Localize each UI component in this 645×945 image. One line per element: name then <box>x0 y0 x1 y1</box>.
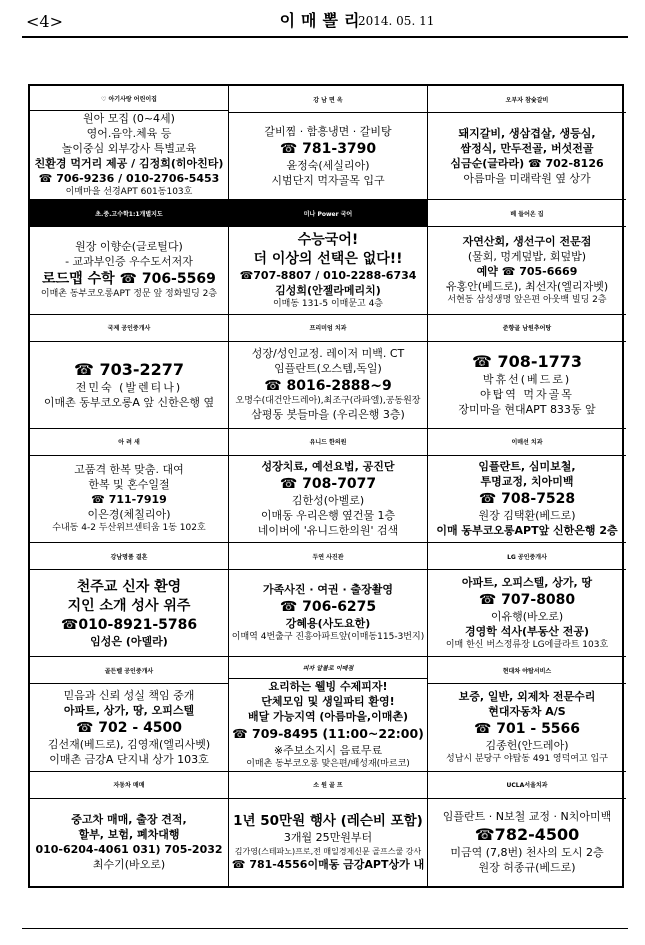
ad-line: 이매마을 선경APT 601동103호 <box>65 187 193 198</box>
ad-line: ☎ 703-2277 <box>73 359 185 379</box>
ad-body <box>229 570 427 656</box>
ad-box-ad10 <box>30 429 229 543</box>
ad-line: 한복 및 혼수일절 <box>88 478 170 492</box>
ad-body <box>30 456 228 542</box>
ad-line: 서현동 삼성생명 앞은편 아웃백 빌딩 2층 <box>447 294 607 305</box>
ad-line: 이유행(바오로) <box>490 609 564 623</box>
ad-box-ad2 <box>229 86 428 200</box>
ad-line: 임플란트(오스템,독일) <box>274 362 382 376</box>
ad-body <box>30 570 228 656</box>
ad-box-ad16 <box>30 657 229 771</box>
ad-title: 준향골 남원추어탕 <box>428 315 626 342</box>
ad-line: ☎ 702 - 4500 <box>75 719 183 736</box>
ad-line: 자연산회, 생선구이 전문점 <box>462 234 592 248</box>
ad-box-ad8 <box>229 315 428 429</box>
ad-box-ad20 <box>229 772 428 886</box>
ad-title: 아 려 새 <box>30 429 228 456</box>
ad-title: 자동차 매매 <box>30 772 228 799</box>
ad-box-ad5 <box>229 200 428 314</box>
ad-body <box>428 456 626 542</box>
ad-title: 강 남 면 옥 <box>229 86 427 113</box>
ad-line: 전민숙 (발렌티나) <box>75 380 183 394</box>
ad-body <box>30 684 228 770</box>
ad-line: 원장 김택환(베드로) <box>478 508 576 522</box>
ad-line: ※주보소지시 음료무료 <box>273 743 383 757</box>
ad-line: (물회, 멍게덮밥, 회덮밥) <box>467 249 587 263</box>
ad-line: 윤정숙(세실리아) <box>286 158 370 172</box>
footer-rule <box>22 928 628 929</box>
ad-body <box>229 227 427 313</box>
ad-box-ad12 <box>428 429 626 543</box>
ad-box-ad11 <box>229 429 428 543</box>
ad-line: 심금순(글라라) ☎ 702-8126 <box>450 156 604 170</box>
ad-box-ad4 <box>30 200 229 314</box>
ad-body <box>229 679 427 771</box>
ad-line: ☎ 709-8495 (11:00~22:00) <box>232 725 424 741</box>
ad-line: 돼지갈비, 생삼겹살, 생등심, <box>458 126 596 140</box>
ad-box-ad7 <box>30 315 229 429</box>
ad-body <box>428 113 626 199</box>
ad-line: - 교과부인증 우수도서저자 <box>65 255 193 269</box>
ad-line: 영어.음악.체육 등 <box>86 127 172 141</box>
ad-line: 이매동 우리은행 옆건물 1층 <box>260 508 396 522</box>
ad-line: 원아 모집 (0~4세) <box>83 112 175 126</box>
ad-line: 배달 가능지역 (아름마을,이매촌) <box>247 709 409 723</box>
ad-line: 놀이중심 외부강사 특별교육 <box>61 142 197 156</box>
ad-box-ad13 <box>30 543 229 657</box>
ad-line: 아름마을 미래락원 옆 상가 <box>463 171 591 185</box>
ad-line: 미금역 (7,8번) 천사의 도시 2층 <box>450 845 604 859</box>
ad-line: 임플란트 · N보철 교정 · N치아미백 <box>442 809 612 823</box>
ad-line: 고품격 한복 맞춤. 대여 <box>74 463 184 477</box>
ad-line: 지인 소개 성사 위주 <box>67 597 191 614</box>
ad-line: 오명수(대건안드레아),최조구(라파엘),공동원장 <box>235 396 421 407</box>
ad-body <box>229 342 427 428</box>
ad-line: 김종헌(안드레아) <box>485 739 569 753</box>
ad-line: 쌈정식, 만두전골, 버섯전골 <box>460 141 594 155</box>
ad-line: 로드맵 수학 ☎ 706-5569 <box>42 271 216 288</box>
ad-body <box>229 113 427 199</box>
ad-title: 미나 Power 국어 <box>229 200 427 227</box>
ad-title: 이매선 치과 <box>428 429 626 456</box>
ad-title: UCLA서울치과 <box>428 772 626 799</box>
ad-title: 베 들어온 집 <box>428 200 626 227</box>
newsletter-title: 이매뽈리 <box>279 11 366 30</box>
ad-title: 소 원 골 프 <box>229 772 427 799</box>
ad-line: 현대자동차 A/S <box>488 705 566 719</box>
ad-title: 골든벨 공인중개사 <box>30 657 228 684</box>
ad-box-ad14 <box>229 543 428 657</box>
ad-line: 010-6204-4061 031) 705-2032 <box>35 842 223 856</box>
ad-line: 임성은 (아델라) <box>90 634 168 648</box>
ad-line: 이매촌 동부코오롱A 앞 신한은행 옆 <box>43 395 215 409</box>
ad-box-ad18 <box>428 657 626 771</box>
ad-body <box>229 799 427 886</box>
ad-line: ☎ 706-9236 / 010-2706-5453 <box>38 172 220 186</box>
ad-line: ☎ 8016-2888~9 <box>264 378 392 395</box>
ad-box-ad19 <box>30 772 229 886</box>
ad-line: ☎ 781-4556이매동 금강APT상가 내 <box>231 858 425 872</box>
ad-line: 이매역 4번출구 진흥아파트앞(이매동115-3번지) <box>231 632 425 643</box>
ad-title: LG 공인중개사 <box>428 543 626 570</box>
ad-line: 최수기(바오로) <box>92 857 166 871</box>
ad-line: 원장 이향순(글로틸다) <box>75 240 183 254</box>
ad-title: 국제 공인중개사 <box>30 315 228 342</box>
ad-line: ☎ 707-8080 <box>478 591 576 608</box>
ad-line: 가족사진 · 여권 · 출장촬영 <box>263 583 393 597</box>
ad-line: 갈비찜 · 함흥냉면 · 갈비탕 <box>264 124 392 138</box>
ad-line: 김선재(베드로), 김영재(엘리사벳) <box>47 737 211 751</box>
ad-line: 1년 50만원 행사 (레슨비 포함) <box>233 813 423 830</box>
ad-line: 수내동 4-2 두산위브센티움 1동 102호 <box>52 523 206 534</box>
ad-body <box>30 342 228 428</box>
ad-body <box>30 799 228 886</box>
ad-line: 김한성(아벨로) <box>291 493 365 507</box>
ad-line: 친환경 먹거리 제공 / 김정희(히아친타) <box>34 157 224 171</box>
ad-line: 수능국어! <box>297 231 359 248</box>
ad-box-ad3 <box>428 86 626 200</box>
ad-line: 박휴선(베드로) <box>482 373 572 387</box>
ad-title: 초.중.고수학1:1개별지도 <box>30 200 228 227</box>
ad-line: 임플란트, 심미보철, <box>478 459 576 473</box>
ad-line: 아파트, 상가, 땅, 오피스텔 <box>63 703 195 717</box>
ad-line: 천주교 신자 환영 <box>76 578 182 595</box>
ad-box-ad9 <box>428 315 626 429</box>
page-number: <4> <box>26 12 63 31</box>
ad-box-ad6 <box>428 200 626 314</box>
ad-line: 투명교정, 치아미백 <box>480 474 574 488</box>
ad-line: 보증, 일반, 외제차 전문수리 <box>458 690 596 704</box>
ad-line: 이은경(체칠리아) <box>87 508 171 522</box>
ad-body <box>428 684 626 770</box>
ad-line: 경영학 석사(부동산 전공) <box>465 624 589 638</box>
ad-line: 이매 동부코오롱APT앞 신한은행 2층 <box>436 523 618 537</box>
ad-title: ♡ 아기사랑 어린이집 <box>30 86 228 111</box>
ad-title: 두연 사진관 <box>229 543 427 570</box>
ad-line: 장미마을 현대APT 833동 앞 <box>458 403 596 417</box>
ad-line: 아파트, 오피스텔, 상가, 땅 <box>461 575 593 589</box>
ad-title: 피자 알볼로 이매점 <box>229 657 427 678</box>
ad-body <box>428 227 626 313</box>
ad-line: ☎010-8921-5786 <box>60 616 198 633</box>
ad-line: ☎ 708-1773 <box>471 352 583 372</box>
ad-line: 성장/성인교정. 레이저 미백. CT <box>251 347 405 361</box>
ad-line: ☎782-4500 <box>474 824 580 844</box>
ad-line: ☎ 781-3790 <box>279 140 377 157</box>
ad-line: 이매동 131-5 이매문고 4층 <box>272 298 383 309</box>
ad-title: 현대차 야탑서비스 <box>428 657 626 684</box>
ad-line: 김성희(안젤라메리치) <box>275 283 381 297</box>
ad-box-ad17 <box>229 657 428 771</box>
ad-line: 중고차 매매, 출장 견적, <box>71 812 187 826</box>
ad-line: ☎ 706-6275 <box>279 599 377 616</box>
ad-body <box>30 227 228 313</box>
issue-date: 2014. 05. 11 <box>358 14 435 28</box>
ad-line: 단체모임 및 생일파티 환영! <box>261 694 395 708</box>
ad-title: 프리미엄 치과 <box>229 315 427 342</box>
ad-line: 성장치료, 예선요법, 공진단 <box>261 459 395 473</box>
ad-box-ad1 <box>30 86 229 200</box>
ad-line: 이매촌 동부코오롱 맞은편/배성재(마르코) <box>246 758 410 769</box>
ad-body <box>428 342 626 428</box>
ad-line: 이매 한신 버스정류장 LG에클라트 103호 <box>445 639 609 650</box>
ad-line: ☎ 701 - 5566 <box>473 721 581 738</box>
ad-line: 시범단지 먹자골목 입구 <box>271 173 385 187</box>
ad-grid <box>28 84 624 888</box>
ad-line: 이매촌 동부코오롱APT 정문 앞 정화빌딩 2층 <box>40 289 218 300</box>
ad-line: ☎707-8807 / 010-2288-6734 <box>239 268 417 282</box>
page-header <box>0 0 645 44</box>
ad-line: 유홍안(베드로), 최선자(엘리자벳) <box>445 279 609 293</box>
ad-line: 예약 ☎ 705-6669 <box>476 264 578 278</box>
ad-body <box>229 456 427 542</box>
ad-line: 요리하는 웰빙 수제피자! <box>268 679 388 693</box>
ad-box-ad15 <box>428 543 626 657</box>
ad-line: 김가영(스테파노)프로,전 매일경제신문 골프스쿨 강사 <box>234 847 422 857</box>
ad-line: 3개월 25만원부터 <box>283 831 373 845</box>
ad-body <box>30 111 228 199</box>
ad-line: 할부, 보험, 폐차대행 <box>78 827 180 841</box>
ad-title: 유니드 한의원 <box>229 429 427 456</box>
ad-line: ☎ 711-7919 <box>91 493 167 507</box>
ad-line: 성남시 분당구 야탑동 491 영덕여고 입구 <box>446 754 608 765</box>
ad-line: 강혜용(사도요한) <box>285 617 371 631</box>
ad-line: 네이버에 '유니드한의원' 검색 <box>257 523 399 537</box>
ad-box-ad21 <box>428 772 626 886</box>
ad-line: ☎ 708-7528 <box>478 490 576 507</box>
ad-body <box>428 799 626 886</box>
ad-title: 오부자 참숯갈비 <box>428 86 626 113</box>
ad-title: 강남명품 결혼 <box>30 543 228 570</box>
ad-line: 야탑역 먹자골목 <box>480 388 574 402</box>
ad-line: ☎ 708-7077 <box>279 475 377 492</box>
ad-line: 더 이상의 선택은 없다!! <box>253 250 403 267</box>
ad-line: 이매촌 금강A 단지내 상가 103호 <box>49 752 209 766</box>
ad-line: 삼평동 봇들마을 (우리은행 3층) <box>251 408 405 422</box>
ad-line: 원장 허종규(베드로) <box>478 860 576 874</box>
header-rule <box>22 36 628 38</box>
ad-line: 믿음과 신뢰 성실 책임 중개 <box>63 688 195 702</box>
ad-body <box>428 570 626 656</box>
